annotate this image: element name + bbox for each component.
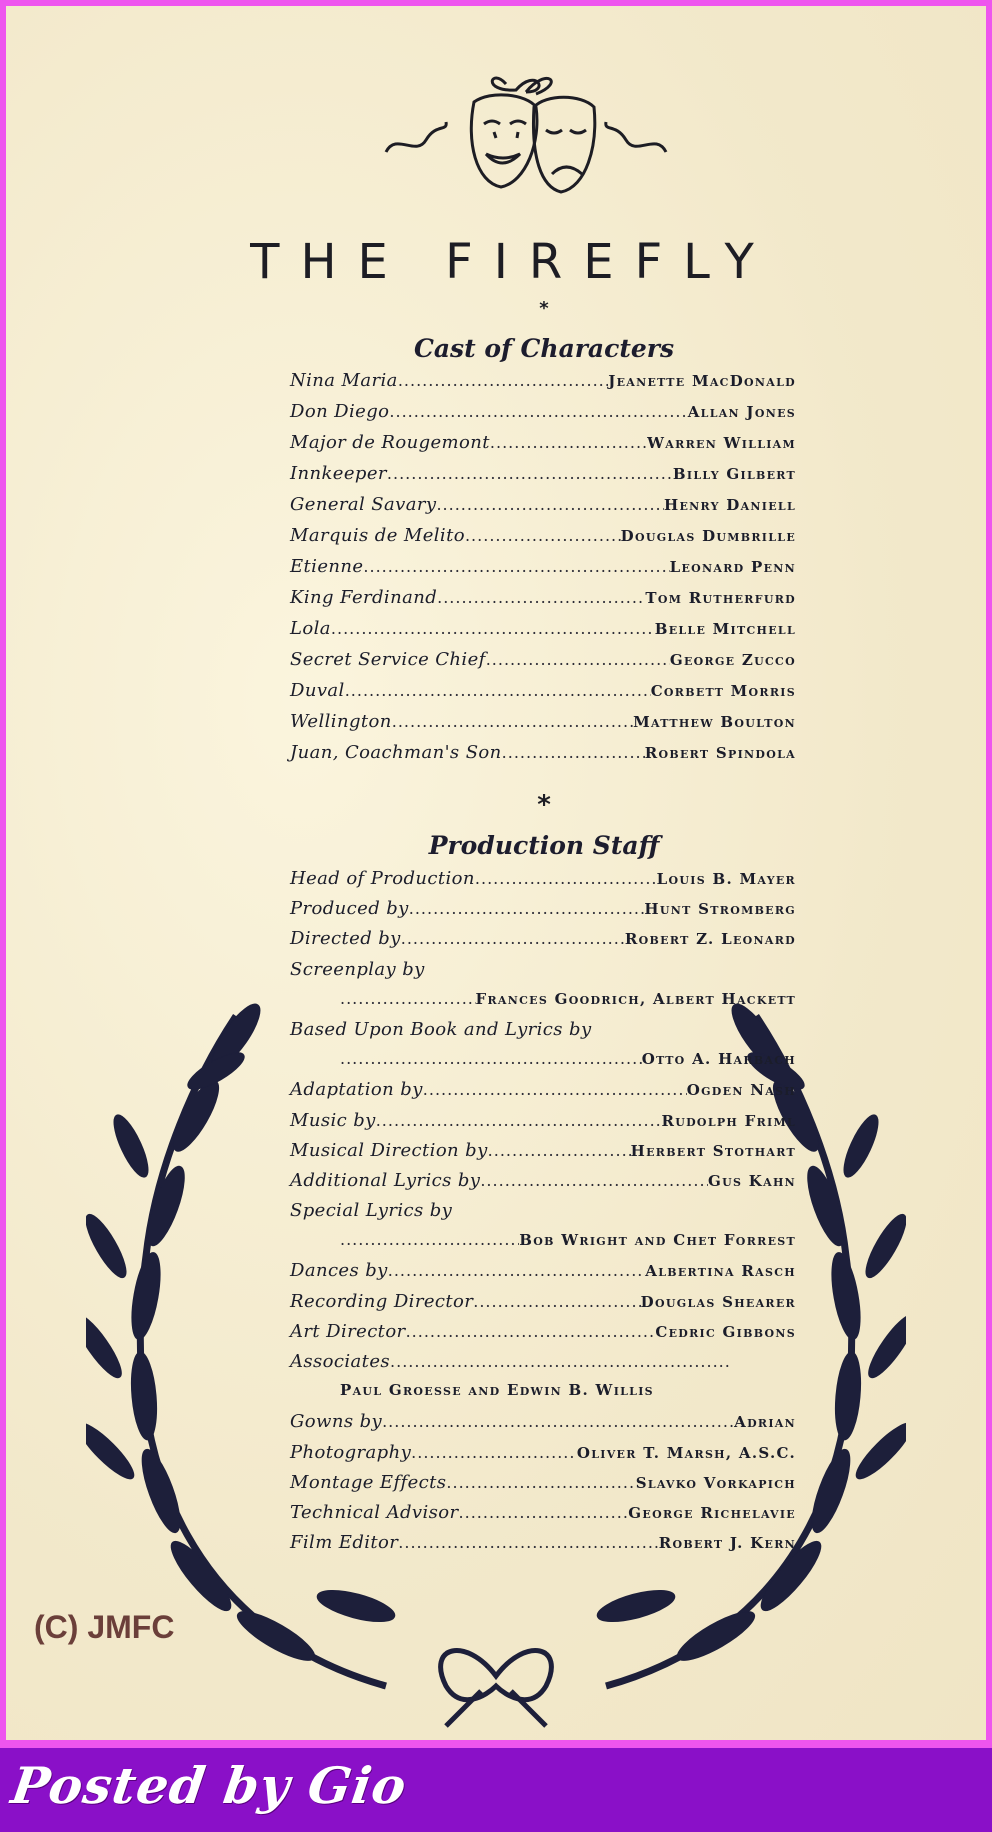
leader-dots (406, 1322, 656, 1341)
leader-dots (388, 1261, 646, 1280)
credit-row (290, 1502, 796, 1532)
credit-row (290, 1140, 796, 1170)
credit-name: Otto A. Harbach (641, 1050, 796, 1069)
credit-row (290, 1049, 796, 1079)
credit-role: Associates (290, 1351, 391, 1372)
credit-role: Lola (290, 618, 331, 639)
credit-row (290, 1381, 796, 1411)
credit-row (290, 680, 796, 711)
credit-name: Frances Goodrich, Albert Hackett (475, 989, 796, 1008)
credit-name: Rudolph Friml (661, 1111, 796, 1130)
credit-role: Based Upon Book and Lyrics by (290, 1018, 592, 1040)
credit-name: Oliver T. Marsh, A.S.C. (576, 1443, 796, 1462)
credit-row (290, 1200, 796, 1230)
leader-dots (437, 588, 645, 607)
credit-row (290, 1019, 796, 1049)
credit-row (290, 556, 796, 587)
credit-name: Billy Gilbert (672, 465, 796, 483)
credit-name: George Richelavie (628, 1503, 796, 1522)
credit-role: Dances by (290, 1260, 388, 1282)
credit-name: Louis B. Mayer (656, 870, 796, 888)
credit-name: Slavko Vorkapich (635, 1473, 796, 1492)
leader-dots (340, 989, 476, 1008)
credit-name: Douglas Dumbrille (620, 527, 796, 545)
credit-row (290, 1411, 796, 1441)
credit-row (290, 989, 796, 1019)
credit-row (290, 1532, 796, 1562)
leader-dots (340, 1049, 642, 1068)
program-page (6, 6, 986, 1740)
credit-name: Hunt Stromberg (644, 900, 796, 919)
credit-name: Bob Wright and Chet Forrest (519, 1231, 796, 1250)
credit-name: Belle Mitchell (654, 620, 796, 638)
credit-row (290, 494, 796, 525)
credit-row (290, 1472, 796, 1502)
credit-name: Robert Z. Leonard (624, 930, 796, 949)
credit-row (290, 868, 796, 898)
credit-role: Art Director (290, 1320, 406, 1342)
credit-name: Gus Kahn (708, 1171, 796, 1190)
credit-row (290, 525, 796, 556)
credit-row (290, 1110, 796, 1140)
credit-row (290, 1291, 796, 1321)
credit-row (290, 959, 796, 989)
leader-dots (340, 1230, 519, 1249)
star-divider: * (539, 298, 549, 319)
credit-row (290, 463, 796, 494)
leader-dots (392, 712, 633, 731)
credit-name: Robert J. Kern (658, 1534, 796, 1553)
credit-role: Don Diego (290, 401, 390, 422)
credit-name: Henry Daniell (664, 496, 796, 514)
leader-dots (436, 495, 664, 514)
credit-name: Robert Spindola (644, 744, 796, 762)
leader-dots (390, 1352, 730, 1371)
leader-dots (398, 371, 608, 390)
credit-row (290, 898, 796, 928)
credit-name: Albertina Rasch (645, 1262, 796, 1281)
credit-name: Adrian (734, 1413, 796, 1432)
credit-name: Ogden Nash (686, 1081, 796, 1100)
credit-row (290, 1170, 796, 1200)
credit-row (290, 1351, 796, 1381)
leader-dots (473, 1292, 640, 1311)
credit-name: Cedric Gibbons (655, 1322, 796, 1341)
credit-row (290, 1079, 796, 1109)
credit-role: Film Editor (290, 1532, 399, 1554)
credit-row (290, 432, 796, 463)
comedy-tragedy-masks-icon (376, 62, 676, 212)
copyright-watermark: (C) JMFC (34, 1609, 175, 1645)
credit-row (290, 370, 796, 401)
credit-role: Juan, Coachman's Son (290, 742, 502, 763)
credit-role: Recording Director (290, 1290, 474, 1312)
credit-role: Major de Rougemont (290, 432, 490, 453)
credit-name: Matthew Boulton (633, 713, 796, 731)
leader-dots (409, 899, 645, 918)
staff-heading: Production Staff (428, 831, 660, 860)
credit-row (290, 1260, 796, 1290)
credit-role: Additional Lyrics by (290, 1169, 481, 1191)
page-title: THE FIREFLY (250, 234, 775, 290)
credit-role: Gowns by (290, 1411, 383, 1433)
credit-role: Innkeeper (290, 463, 387, 484)
leader-dots (331, 619, 655, 638)
credit-role: Special Lyrics by (290, 1200, 453, 1222)
credit-role: King Ferdinand (290, 587, 438, 608)
credit-row (290, 401, 796, 432)
footer-caption: Posted by Gio (7, 1756, 411, 1815)
leader-dots (411, 1443, 577, 1462)
credit-name: George Zucco (669, 651, 796, 669)
credit-name: Paul Groesse and Edwin B. Willis (340, 1381, 654, 1400)
credit-role: Duval (290, 680, 345, 701)
credit-role: Technical Advisor (290, 1501, 459, 1523)
leader-dots (389, 402, 687, 421)
leader-dots (387, 464, 673, 483)
credit-row (290, 928, 796, 958)
credit-role: Secret Service Chief (290, 649, 486, 670)
leader-dots (382, 1412, 734, 1431)
credit-role: Nina Maria (290, 370, 398, 391)
leader-dots (446, 1473, 635, 1492)
leader-dots (465, 526, 621, 545)
cast-list (290, 370, 796, 773)
credit-row (290, 1442, 796, 1472)
credit-role: Music by (290, 1109, 376, 1131)
credit-name: Warren William (647, 434, 796, 452)
credit-role: Head of Production (290, 868, 475, 889)
credit-name: Herbert Stothart (630, 1141, 796, 1160)
leader-dots (502, 743, 645, 762)
credit-role: General Savary (290, 494, 437, 515)
credit-name: Douglas Shearer (640, 1292, 796, 1311)
leader-dots (376, 1111, 662, 1130)
leader-dots (490, 433, 647, 452)
star-divider: * (537, 790, 551, 820)
credit-role: Adaptation by (290, 1079, 423, 1101)
leader-dots (398, 1533, 658, 1552)
credit-name: Corbett Morris (650, 682, 796, 700)
credit-row (290, 711, 796, 742)
credit-name: Leonard Penn (669, 558, 796, 576)
credit-row (290, 587, 796, 618)
credit-role: Wellington (290, 711, 392, 732)
credit-row (290, 649, 796, 680)
leader-dots (486, 650, 670, 669)
credit-row (290, 1230, 796, 1260)
credit-row (290, 742, 796, 773)
credit-role: Directed by (290, 928, 401, 950)
leader-dots (488, 1141, 631, 1160)
leader-dots (480, 1171, 708, 1190)
credit-row (290, 1321, 796, 1351)
credit-role: Etienne (290, 556, 364, 577)
staff-list (290, 868, 796, 1562)
leader-dots (423, 1080, 687, 1099)
leader-dots (345, 681, 651, 700)
credit-role: Montage Effects (290, 1471, 447, 1493)
cast-heading: Cast of Characters (413, 334, 675, 363)
credit-role: Screenplay by (290, 958, 425, 980)
credit-name: Allan Jones (687, 403, 796, 421)
leader-dots (401, 929, 625, 948)
credit-row (290, 618, 796, 649)
leader-dots (459, 1503, 629, 1522)
credit-role: Photography (290, 1441, 412, 1463)
credit-name: Jeanette MacDonald (608, 372, 796, 390)
credit-role: Musical Direction by (290, 1139, 488, 1161)
credit-role: Produced by (290, 898, 409, 920)
leader-dots (475, 869, 657, 888)
leader-dots (363, 557, 669, 576)
credit-role: Marquis de Melito (290, 525, 465, 546)
credit-name: Tom Rutherfurd (645, 589, 796, 607)
